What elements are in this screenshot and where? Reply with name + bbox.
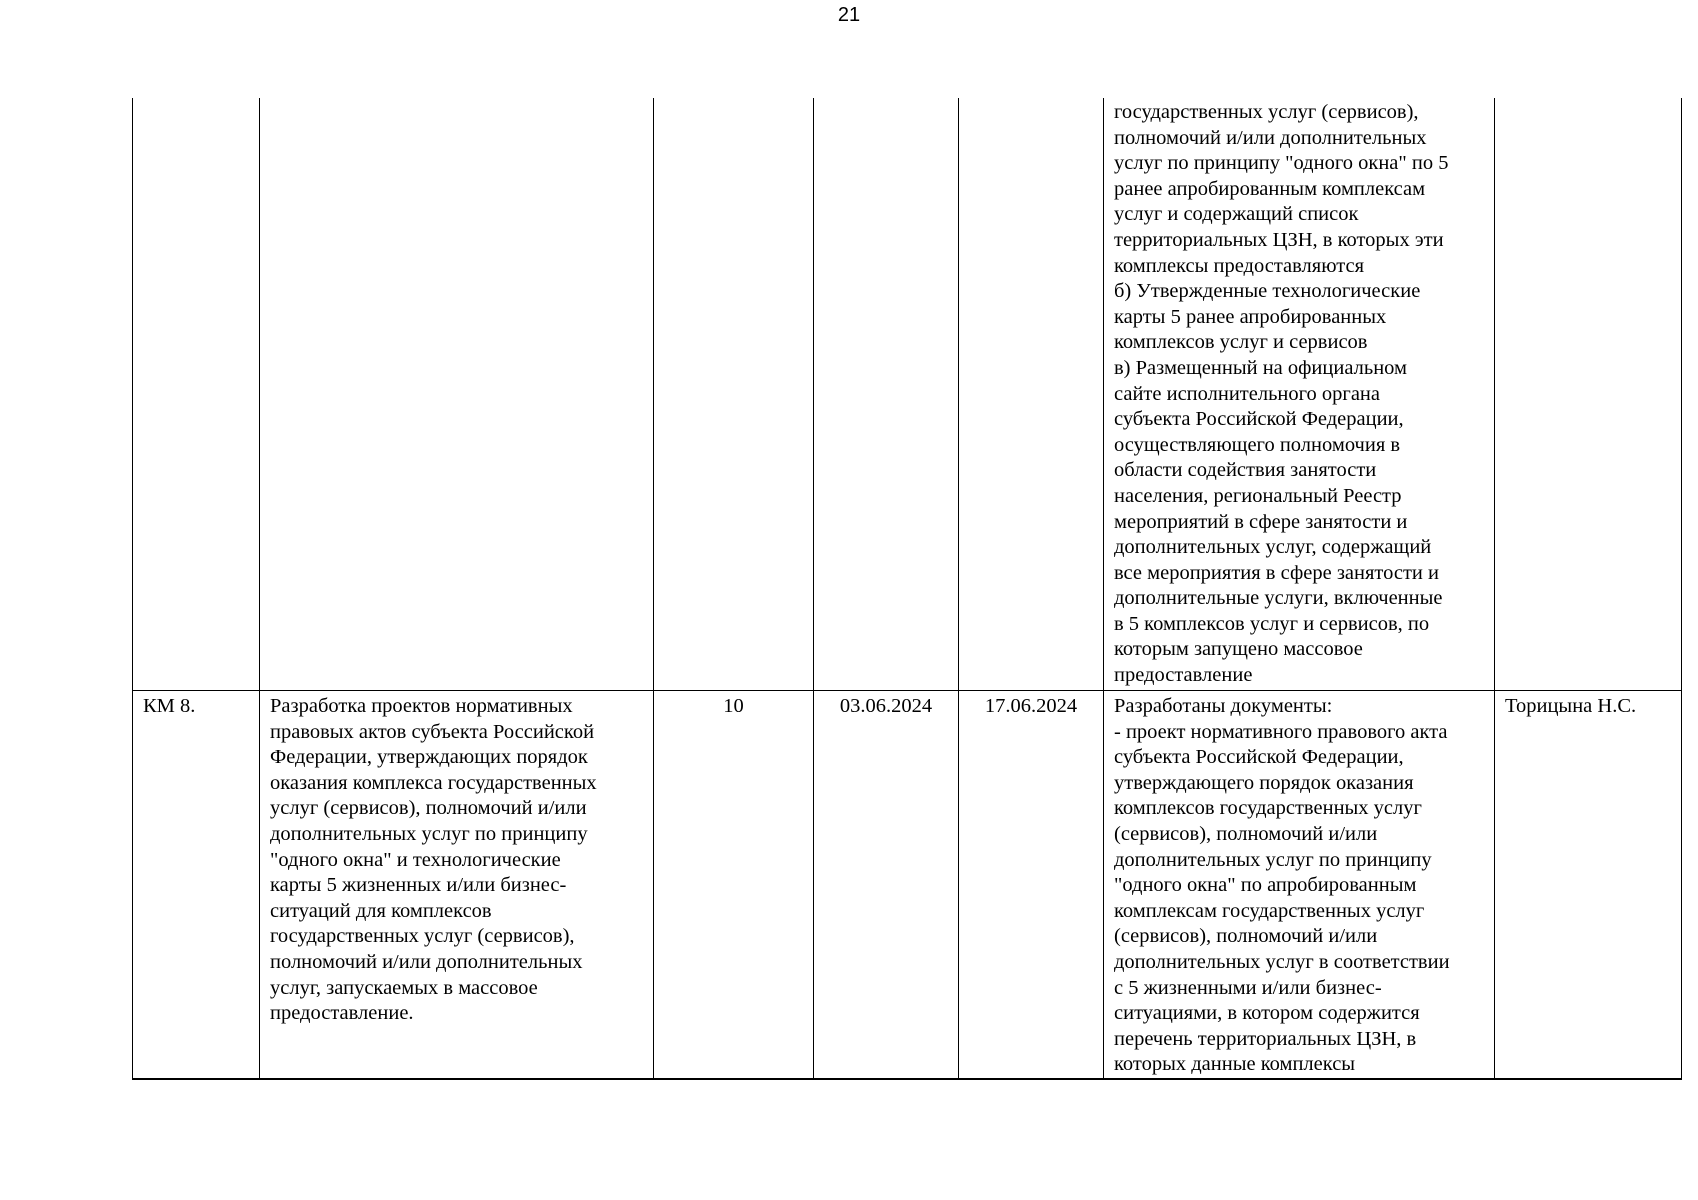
cell-start-date: 03.06.2024 [814, 691, 959, 1079]
cell-code-empty [133, 98, 260, 691]
cell-code: КМ 8. [133, 691, 260, 1079]
cell-result: Разработаны документы: - проект нормативного правового акта субъекта Российской Федерации, утверждающего порядок оказания комплексов государственных услуг (сервисов), полномочий и/или дополнительных услуг по принципу "одного окна" по апробированным комплексам государственных услуг (сервисов), полномочий и/или дополнительных услуг в соответствии с 5 жизненными и/или бизнес- ситуациями, в котором содержится перечень территориальных ЦЗН, в которых данные комплексы [1104, 691, 1495, 1079]
cell-duration: 10 [654, 691, 814, 1079]
cell-responsible-empty [1495, 98, 1682, 691]
cell-duration-empty [654, 98, 814, 691]
cell-end-date: 17.06.2024 [959, 691, 1104, 1079]
cell-end-date-empty [959, 98, 1104, 691]
cell-responsible: Торицына Н.С. [1495, 691, 1682, 1079]
cell-description: Разработка проектов нормативных правовых актов субъекта Российской Федерации, утверждающих порядок оказания комплекса государственных услуг (сервисов), полномочий и/или дополнительных услуг по принципу "одного окна" и технологические карты 5 жизненных и/или бизнес- ситуаций для комплексов государственных услуг (сервисов), полномочий и/или дополнительных услуг, запускаемых в массовое предоставление. [260, 691, 654, 1079]
table-row-km8 [133, 691, 1682, 1079]
table-row-continued [133, 98, 1682, 691]
cell-result-continued: государственных услуг (сервисов), полномочий и/или дополнительных услуг по принципу "одного окна" по 5 ранее апробированным комплексам услуг и содержащий список территориальных ЦЗН, в которых эти комплексы предоставляются б) Утвержденные технологические карты 5 ранее апробированных комплексов услуг и сервисов в) Размещенный на официальном сайте исполнительного органа субъекта Российской Федерации, осуществляющего полномочия в области содействия занятости населения, региональный Реестр мероприятий в сфере занятости и дополнительных услуг, содержащий все мероприятия в сфере занятости и дополнительные услуги, включенные в 5 комплексов услуг и сервисов, по которым запущено массовое предоставление [1104, 98, 1495, 691]
plan-table [132, 98, 1682, 1080]
page-number: 21 [837, 4, 861, 26]
cell-description-empty [260, 98, 654, 691]
cell-start-date-empty [814, 98, 959, 691]
